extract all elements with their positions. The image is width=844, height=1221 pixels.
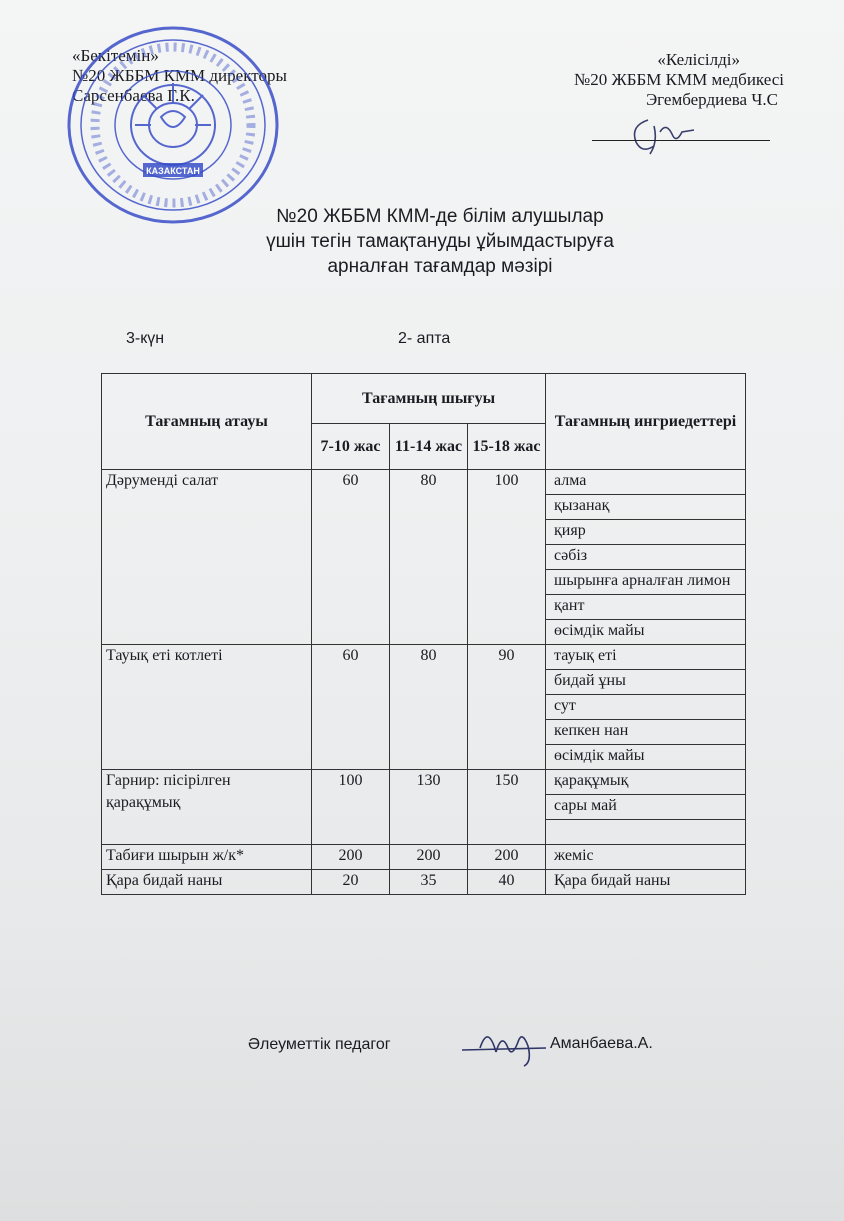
portion-7-10-cell: 60	[312, 645, 390, 770]
portion-11-14-cell: 130	[390, 770, 468, 845]
director-position: №20 ЖББМ КММ директоры	[72, 66, 287, 85]
ingredient-cell: жеміс	[546, 845, 746, 870]
nurse-signature-icon	[620, 112, 700, 160]
ingredient-cell: тауық еті	[546, 645, 746, 670]
header-age-15-18: 15-18 жас	[468, 424, 546, 470]
portion-11-14-cell: 35	[390, 870, 468, 895]
ingredient-cell: сәбіз	[546, 545, 746, 570]
menu-title	[120, 204, 760, 279]
ingredient-cell: сары май	[546, 795, 746, 820]
day-label: 3-күн	[126, 330, 165, 347]
table-row	[102, 845, 746, 870]
portion-15-18-cell: 90	[468, 645, 546, 770]
portion-7-10-cell: 200	[312, 845, 390, 870]
header-age-11-14: 11-14 жас	[390, 424, 468, 470]
pedagogue-signature-icon	[458, 1018, 554, 1070]
header-ingredients: Тағамның ингриедеттері	[546, 374, 746, 470]
dish-name-cell: Қара бидай наны	[102, 870, 312, 895]
ingredient-cell: өсімдік майы	[546, 745, 746, 770]
footer-name: Аманбаева.А.	[550, 1035, 653, 1052]
title-line-3: арналған тағамдар мәзірі	[327, 256, 553, 277]
dish-name-cell: Дәруменді салат	[102, 470, 312, 645]
ingredient-cell: Қара бидай наны	[546, 870, 746, 895]
footer-role: Әлеуметтік педагог	[248, 1036, 391, 1053]
portion-11-14-cell: 200	[390, 845, 468, 870]
title-line-1: №20 ЖББМ КММ-де білім алушылар	[276, 206, 604, 227]
ingredient-cell	[546, 820, 746, 845]
agreement-label: «Келісілді»	[657, 50, 740, 69]
dish-name-cell: Гарнир: пісірілген қарақұмық	[102, 770, 312, 845]
table-row	[102, 870, 746, 895]
portion-15-18-cell: 150	[468, 770, 546, 845]
portion-15-18-cell: 200	[468, 845, 546, 870]
ingredient-cell: шырынға арналған лимон	[546, 570, 746, 595]
week-label: 2- апта	[398, 330, 451, 347]
portion-11-14-cell: 80	[390, 645, 468, 770]
portion-7-10-cell: 60	[312, 470, 390, 645]
svg-text:КАЗАКСТАН: КАЗАКСТАН	[146, 166, 200, 176]
portion-15-18-cell: 40	[468, 870, 546, 895]
table-row	[102, 770, 746, 795]
nurse-position: №20 ЖББМ КММ медбикесі	[574, 70, 784, 89]
director-name: Сарсенбаева Г.К.	[72, 86, 195, 105]
dish-name-cell: Тауық еті котлеті	[102, 645, 312, 770]
header-age-7-10: 7-10 жас	[312, 424, 390, 470]
portion-7-10-cell: 100	[312, 770, 390, 845]
ingredient-cell: бидай ұны	[546, 670, 746, 695]
footer-signature	[248, 1035, 653, 1054]
portion-15-18-cell: 100	[468, 470, 546, 645]
ingredient-cell: өсімдік майы	[546, 620, 746, 645]
dish-name-cell: Табиғи шырын ж/к*	[102, 845, 312, 870]
ingredient-cell: кепкен нан	[546, 720, 746, 745]
table-row	[102, 645, 746, 670]
menu-table-body	[102, 470, 746, 895]
nurse-signature-line	[592, 140, 770, 141]
ingredient-cell: қант	[546, 595, 746, 620]
portion-7-10-cell: 20	[312, 870, 390, 895]
title-line-2: үшін тегін тамақтануды ұйымдастыруға	[266, 231, 614, 252]
table-row	[102, 470, 746, 495]
ingredient-cell: қарақұмық	[546, 770, 746, 795]
menu-table	[101, 373, 746, 895]
header-output: Тағамның шығуы	[312, 374, 546, 424]
portion-11-14-cell: 80	[390, 470, 468, 645]
header-dish-name: Тағамның атауы	[102, 374, 312, 470]
ingredient-cell: алма	[546, 470, 746, 495]
ingredient-cell: қияр	[546, 520, 746, 545]
nurse-name: Эгембердиева Ч.С	[645, 90, 778, 109]
ingredient-cell: сут	[546, 695, 746, 720]
ingredient-cell: қызанақ	[546, 495, 746, 520]
official-stamp-icon	[65, 25, 281, 225]
approval-label: «Бекітемін»	[72, 46, 159, 65]
agreement-block	[520, 50, 784, 110]
